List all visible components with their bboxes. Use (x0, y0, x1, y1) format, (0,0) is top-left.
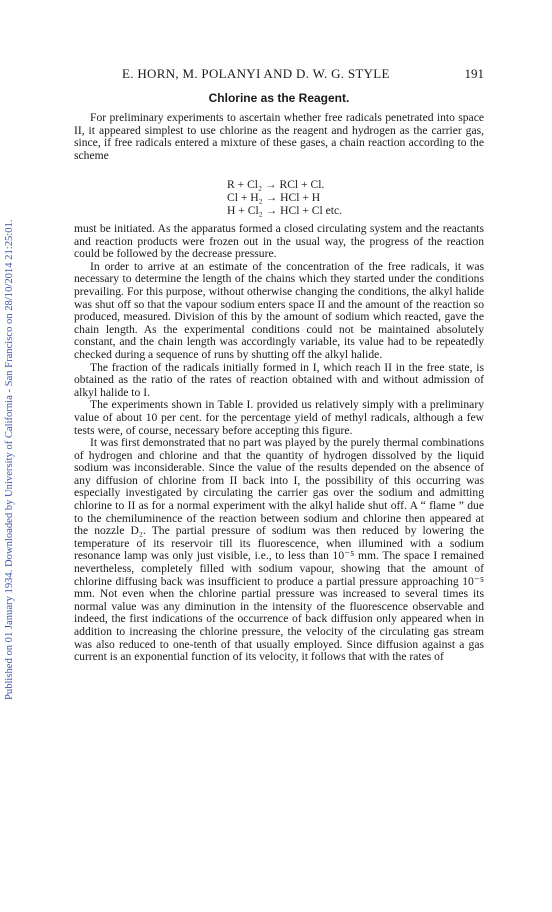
paragraph-continuation: must be initiated. As the apparatus formed a closed circulating system and the reactants and reaction products were frozen out in the usual way, the progress of the reaction could be followed by the decrease pressure. (74, 222, 484, 261)
download-watermark (2, 80, 16, 700)
download-watermark-text: Published on 01 January 1934. Downloaded by University of California - San Francisco on 28/10/2014 21:25:01. (4, 219, 15, 700)
running-title: E. HORN, M. POLANYI AND D. W. G. STYLE (122, 66, 390, 81)
paragraph-radical-fraction: The fraction of the radicals initially formed in I, which reach II in the free state, is obtained as the ratio of the rates of reaction obtained with and without admission of alkyl halide to I. (74, 360, 484, 399)
equation-3: H + Cl₂ → HCl + Cl etc. (227, 203, 343, 217)
paragraph-diffusion-test: It was first demonstrated that no part was played by the purely thermal combinations of hydrogen and chlorine and that the quantity of hydrogen dissolved by the liquid sodium was inconsiderable. Since the value of the results depended on the absence of any diffusion of chlorine from II back into I, the possibility of this occurring was especially investigated by circulating the carrier gas over the sodium and admitting chlorine to II as for a normal experiment with the alkyl halide shut off. A “ flame ” due to the chemiluminence of the reaction between sodium and chlorine then appeared at the nozzle D₂. The partial pressure of sodium was then reduced by lowering the temperature of its reservoir till its fluorescence, when illumined with a sodium resonance lamp was only just visible, i.e., to less than 10⁻⁵ mm. The space I remained nevertheless, completely filled with sodium vapour, showing that the amount of chlorine diffusing back was insufficient to produce a partial pressure approaching 10⁻⁵ mm. Not even when the chlorine partial pressure was increased to several times its normal value was any diminution in the intensity of the fluorescence observable and indeed, the first indications of the occurrence of back diffusion only appeared when in addition to increasing the chlorine pressure, the velocity of the circulating gas stream was also reduced to one-tenth of that usually employed. Since diffusion against a gas current is an exponential function of its velocity, it follows that with the rates of (74, 436, 484, 664)
equation-1: R + Cl₂ → RCl + Cl. (227, 178, 325, 191)
paragraph-intro: For preliminary experiments to ascertain whether free radicals penetrated into space II, it appeared simplest to use chlorine as the reagent and hydrogen as the carrier gas, since, if free radicals entered a mixture of these gases, a chain reaction according to the scheme (74, 111, 484, 162)
page-number: 191 (464, 66, 484, 81)
equation-2: Cl + H₂ → HCl + H (227, 190, 321, 204)
paragraph-preliminary-value: The experiments shown in Table I. provided us relatively simply with a preliminary value of about 10 per cent. for the percentage yield of methyl radicals, although a few tests were, of course, necessary before accepting this figure. (74, 398, 484, 437)
section-title: Chlorine as the Reagent. (208, 91, 350, 105)
intro-text (74, 112, 484, 162)
running-header (74, 66, 484, 82)
body-text (74, 223, 484, 664)
reaction-scheme (227, 179, 342, 217)
paragraph-chain-length: In order to arrive at an estimate of the concentration of the free radicals, it was necessary to determine the length of the chains which they started under the conditions prevailing. For this purpose, without otherwise changing the conditions, the alkyl halide was shut off so that the vapour sodium enters space II and the amount of the reaction so produced, measured. Division of this by the amount of sodium which reacted, gave the chain length. As the experimental conditions could not be maintained absolutely constant, and the chain length was accordingly variable, its value had to be repeatedly checked during a sequence of runs by shutting off the alkyl halide. (74, 259, 484, 361)
